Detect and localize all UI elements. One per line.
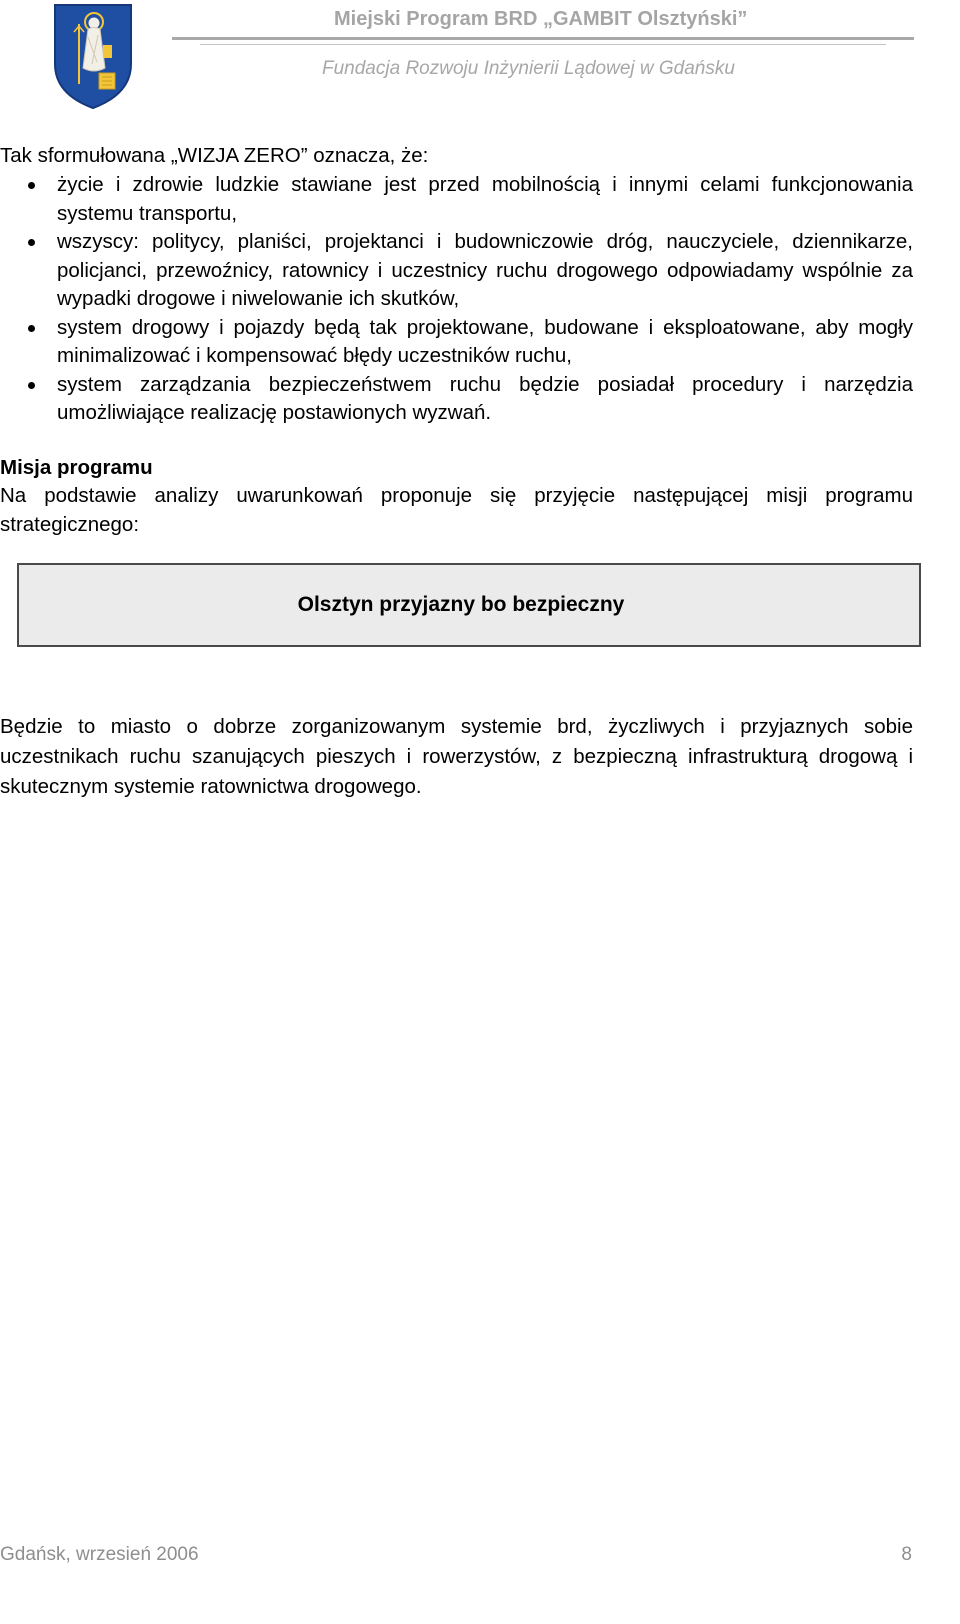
header-title: Miejski Program BRD „GAMBIT Olsztyński” bbox=[334, 8, 748, 30]
page-number: 8 bbox=[901, 1544, 912, 1565]
header-subtitle: Fundacja Rozwoju Inżynierii Lądowej w Gdańsku bbox=[322, 58, 735, 79]
list-item-text: system drogowy i pojazdy będą tak projektowane, budowane i eksploatowane, aby mogły minimalizować i kompensować błędy uczestników ruchu, bbox=[57, 315, 913, 367]
section-heading: Misja programu bbox=[0, 456, 153, 479]
list-item bbox=[0, 371, 913, 428]
intro-sentence: Tak sformułowana „WIZJA ZERO” oznacza, że: bbox=[0, 144, 429, 167]
mission-motto-box bbox=[17, 563, 921, 647]
list-item bbox=[0, 171, 913, 228]
mission-paragraph: Będzie to miasto o dobrze zorganizowanym systemie brd, życzliwych i przyjaznych sobie uczestnikach ruchu szanujących pieszych i rowerzystów, z bezpieczną infrastrukturą drogową i skutecznym systemie ratownictwa drogowego. bbox=[0, 715, 913, 798]
bullet-icon bbox=[28, 182, 35, 189]
header-rule-thin bbox=[200, 44, 886, 45]
section-intro: Na podstawie analizy uwarunkowań proponuje się przyjęcie następującej misji programu strategicznego: bbox=[0, 484, 913, 536]
list-item-text: życie i zdrowie ludzkie stawiane jest przed mobilnością i innymi celami funkcjonowania systemu transportu, bbox=[57, 173, 913, 225]
list-item bbox=[0, 314, 913, 371]
bullet-icon bbox=[28, 325, 35, 332]
header-rule bbox=[172, 37, 914, 40]
list-item bbox=[0, 228, 913, 314]
olsztyn-coat-of-arms-icon bbox=[52, 2, 134, 110]
bullet-icon bbox=[28, 382, 35, 389]
bullet-icon bbox=[28, 239, 35, 246]
footer-place-date: Gdańsk, wrzesień 2006 bbox=[0, 1544, 199, 1565]
vision-bullet-list bbox=[0, 171, 913, 428]
list-item-text: wszyscy: politycy, planiści, projektanci i budowniczowie dróg, nauczyciele, dziennikarze, policjanci, przewoźnicy, ratownicy i uczestnicy ruchu drogowego odpowiadamy wspólnie za wypadki drogowe i niwelowanie ich skutków, bbox=[57, 230, 913, 310]
mission-motto: Olsztyn przyjazny bo bezpieczny bbox=[297, 593, 625, 616]
list-item-text: system zarządzania bezpieczeństwem ruchu będzie posiadał procedury i narzędzia umożliwiające realizację postawionych wyzwań. bbox=[57, 372, 913, 424]
